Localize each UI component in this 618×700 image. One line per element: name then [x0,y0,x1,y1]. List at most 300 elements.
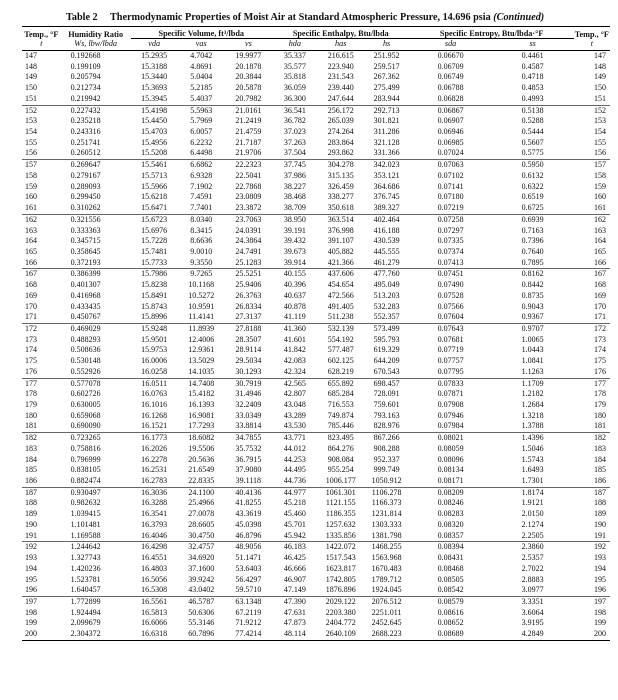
hda-cell: 43.530 [272,421,318,432]
vda-cell: 16.2783 [131,476,178,487]
table-row [22,575,610,586]
humidity-ratio-cell: 1.924494 [70,607,101,617]
hs-cell: 416.188 [373,225,400,235]
temp-right-cell: 178 [594,389,606,399]
hda-cell: 47.390 [283,596,306,606]
continued-label: (Continued) [493,12,545,23]
table-row [22,269,610,280]
hs-cell: 2688.223 [364,629,410,640]
hda-header: hda [272,39,318,51]
sda-cell: 0.07946 [437,410,464,420]
temp-right-cell: 148 [594,61,606,71]
vas-cell: 5.4037 [178,94,225,105]
temp-cell: 188 [25,498,37,508]
hda-cell: 37.745 [283,160,306,170]
vda-cell: 15.3693 [141,83,168,93]
temp-cell: 177 [25,378,37,388]
vda-cell: 16.1521 [131,421,178,432]
humidity-ratio-cell: 0.269647 [70,160,101,170]
hs-cell: 342.023 [373,160,400,170]
vda-cell: 15.6471 [131,203,178,214]
has-cell: 577.487 [327,345,354,355]
hda-cell: 42.324 [272,367,318,378]
sda-cell: 0.08059 [437,443,464,453]
vda-cell: 15.3945 [131,94,178,105]
table-title [66,12,606,23]
vs-cell: 56.4297 [235,574,262,584]
hda-cell: 38.468 [283,192,306,202]
humidity-ratio-cell: 0.723265 [70,433,101,443]
temp-cell: 161 [22,203,61,214]
hda-cell: 37.986 [283,170,306,180]
has-cell: 532.139 [327,323,354,333]
vas-cell: 9.7265 [190,269,213,279]
humidity-ratio-cell: 0.469029 [70,323,101,333]
vas-cell: 6.9328 [190,170,213,180]
sda-cell: 0.07604 [410,312,492,323]
vda-cell: 15.4956 [141,137,168,147]
humidity-ratio-cell: 0.235218 [70,116,101,126]
has-cell: 602.125 [327,356,354,366]
vs-cell: 27.3137 [225,312,272,323]
sda-cell: 0.07757 [437,356,464,366]
temp-cell: 181 [22,421,61,432]
temp-cell: 183 [25,443,37,453]
vda-cell: 16.0763 [141,389,168,399]
hs-cell: 1563.968 [371,553,402,563]
sda-cell: 0.08431 [437,553,464,563]
hda-cell: 47.149 [272,585,318,596]
humidity-ratio-cell: 1.420236 [70,563,101,573]
humidity-ratio-cell: 0.577078 [70,378,101,388]
humidity-ratio-cell: 0.552926 [61,367,131,378]
temp-cell: 194 [25,563,37,573]
ss-cell: 0.5607 [521,137,544,147]
hs-cell: 376.745 [373,192,400,202]
sda-cell: 0.07413 [410,258,492,269]
temp-right-cell: 195 [594,574,606,584]
temp-cell: 190 [25,519,37,529]
ss-cell: 0.6725 [492,203,574,214]
sda-cell: 0.06749 [437,72,464,82]
vs-cell: 21.9706 [225,148,272,159]
vs-cell: 33.8814 [225,421,272,432]
humidity-ratio-cell: 0.227432 [70,105,101,115]
has-cell: 1876.896 [318,585,364,596]
humidity-ratio-cell: 2.099679 [70,618,101,628]
hs-cell: 445.555 [373,246,400,256]
sda-cell: 0.08505 [437,574,464,584]
temp-cell: 159 [25,181,37,191]
humidity-symbol: Ws, lbw/lbda [61,39,131,51]
humidity-ratio-cell: 0.838105 [70,465,101,475]
vas-cell: 6.2232 [190,137,213,147]
hda-cell: 38.950 [283,214,306,224]
ss-cell: 0.8735 [521,290,544,300]
sda-cell: 0.07908 [437,400,464,409]
has-cell: 785.446 [318,421,364,432]
humidity-ratio-cell: 1.640457 [61,585,131,596]
hda-cell: 38.227 [283,181,306,191]
temp-right-cell: 174 [594,345,606,355]
ss-cell: 0.5775 [492,148,574,159]
vs-cell: 28.3507 [235,334,262,344]
temp-right-symbol: t [574,39,610,51]
hs-cell: 573.499 [373,323,400,333]
temp-right-cell: 177 [594,378,606,388]
table-row [22,83,610,94]
humidity-ratio-cell: 1.039415 [70,509,101,519]
vas-cell: 10.1168 [188,280,215,290]
hda-cell: 39.432 [283,236,306,246]
vs-cell: 20.7982 [225,94,272,105]
vda-cell: 16.4551 [141,553,168,563]
vas-cell: 12.9361 [188,345,215,355]
sda-cell: 0.06946 [437,127,464,137]
hs-header: hs [364,39,410,51]
temp-cell: 163 [25,225,37,235]
vas-cell: 5.2185 [190,83,213,93]
hs-cell: 275.499 [373,83,400,93]
table-row [22,291,610,302]
vs-cell: 26.8334 [235,301,262,311]
ss-cell: 3.9195 [521,618,544,628]
hda-cell: 46.425 [283,553,306,563]
ss-cell: 0.5950 [521,160,544,170]
temp-right-cell: 191 [574,531,610,542]
ss-cell: 1.5743 [521,454,544,464]
ss-cell: 0.5288 [521,116,544,126]
ss-cell: 2.5357 [521,553,544,563]
vs-cell: 29.5034 [235,356,262,366]
vas-cell: 7.4591 [190,192,213,202]
vs-cell: 22.2323 [235,160,262,170]
vda-cell: 15.7986 [141,269,168,279]
table-row [22,226,610,237]
table-row [22,236,610,247]
humidity-ratio-cell: 0.321556 [70,214,101,224]
temp-cell: 173 [25,334,37,344]
table-row [22,400,610,411]
ss-cell: 1.3218 [521,410,544,420]
ss-cell: 1.2684 [521,400,544,409]
table-row [22,378,610,389]
temp-right-cell: 147 [594,51,606,60]
vas-cell: 39.9242 [188,574,215,584]
temp-left-header: Temp., °F [22,27,61,39]
ss-cell: 2.0150 [521,509,544,519]
table-row [22,455,610,466]
temp-right-cell: 155 [594,137,606,147]
sda-cell: 0.07795 [410,367,492,378]
ss-cell: 0.6322 [521,181,544,191]
has-cell: 223.940 [327,61,354,71]
hda-cell: 37.263 [283,137,306,147]
ss-cell: 0.4718 [521,72,544,82]
humidity-ratio-cell: 0.450767 [61,312,131,323]
vda-cell: 16.3793 [141,519,168,529]
hda-cell: 43.771 [283,433,306,443]
humidity-ratio-cell: 0.212734 [70,83,101,93]
vas-cell: 12.4006 [188,334,215,344]
humidity-ratio-cell: 1.101481 [70,519,101,529]
vas-cell: 43.0402 [178,585,225,596]
hs-cell: 999.749 [373,465,400,475]
has-cell: 363.514 [327,214,354,224]
vs-cell: 23.7063 [235,214,262,224]
hs-cell: 1381.798 [364,531,410,542]
specific-entropy-header: Specific Entropy, Btu/lbda·°F [410,27,574,39]
vda-cell: 15.9501 [141,334,168,344]
vda-cell: 15.6723 [141,214,168,224]
humidity-ratio-cell: 0.508636 [70,345,101,355]
vda-cell: 16.0511 [141,378,168,388]
vda-cell: 16.1773 [141,433,168,443]
has-cell: 1517.543 [325,553,356,563]
humidity-ratio-cell: 0.433435 [70,301,101,311]
hda-cell: 45.218 [283,498,306,508]
ss-cell: 2.3860 [521,542,544,552]
sda-cell: 0.08320 [437,519,464,529]
vs-cell: 59.5710 [225,585,272,596]
hda-cell: 46.907 [283,574,306,584]
table-row [22,203,610,214]
hs-cell: 430.539 [373,236,400,246]
vda-cell: 16.4803 [141,563,168,573]
has-cell: 239.440 [327,83,354,93]
sda-cell: 0.08096 [437,454,464,464]
has-cell: 511.238 [318,312,364,323]
vda-cell: 16.4298 [141,542,168,552]
hda-cell: 47.631 [283,607,306,617]
table-row [22,323,610,334]
vs-cell: 25.9406 [235,280,262,290]
humidity-ratio-cell: 2.304372 [61,629,131,640]
vs-cell: 46.8796 [225,531,272,542]
table-row [22,608,610,619]
has-cell: 231.543 [327,72,354,82]
hs-cell: 1789.712 [371,574,402,584]
temp-right-cell: 157 [594,160,606,170]
hda-cell: 45.701 [283,519,306,529]
hs-cell: 267.362 [373,72,400,82]
vas-cell: 37.1600 [188,563,215,573]
temp-cell: 153 [25,116,37,126]
vs-cell: 32.2409 [235,400,262,409]
has-cell: 823.495 [327,433,354,443]
hs-cell: 532.283 [373,301,400,311]
vda-cell: 15.5713 [141,170,168,180]
vas-cell: 10.5272 [188,290,215,300]
temp-right-cell: 199 [594,618,606,628]
sda-cell: 0.07490 [437,280,464,290]
hs-cell: 364.686 [373,181,400,191]
temp-cell: 172 [25,323,37,333]
humidity-ratio-cell: 0.659068 [70,410,101,420]
has-cell: 685.284 [327,389,354,399]
temp-cell: 155 [25,137,37,147]
humidity-ratio-cell: 0.310262 [61,203,131,214]
vda-cell: 15.6976 [141,225,168,235]
table-row [22,564,610,575]
temp-cell: 192 [25,542,37,552]
table-title-text: Thermodynamic Properties of Moist Air at Standard Atmospheric Pressure, 14.696 psia [110,12,491,23]
humidity-ratio-cell: 0.260512 [61,148,131,159]
table-row [22,444,610,455]
humidity-ratio-cell: 0.289093 [70,181,101,191]
temp-cell: 160 [25,192,37,202]
hs-cell: 728.091 [373,389,400,399]
hda-cell: 38.709 [272,203,318,214]
vs-cell: 20.1878 [235,61,262,71]
table-row [22,520,610,531]
table-row [22,411,610,422]
temp-right-cell: 171 [574,312,610,323]
temp-right-cell: 196 [574,585,610,596]
temp-cell: 198 [25,607,37,617]
sda-cell: 0.07719 [437,345,464,355]
sda-cell: 0.07141 [437,181,464,191]
hs-cell: 402.464 [373,214,400,224]
ss-cell: 1.2182 [521,389,544,399]
humidity-ratio-cell: 0.192668 [70,51,101,60]
temp-right-cell: 188 [594,498,606,508]
temp-right-cell: 180 [594,410,606,420]
has-cell: 2203.380 [325,607,356,617]
temp-right-cell: 175 [594,356,606,366]
hda-cell: 44.012 [283,443,306,453]
humidity-ratio-cell: 0.299450 [70,192,101,202]
humidity-ratio-cell: 0.930497 [70,487,101,497]
has-cell: 1257.632 [325,519,356,529]
humidity-ratio-cell: 1.523781 [70,574,101,584]
sda-cell: 0.07984 [410,421,492,432]
vas-cell: 30.4750 [178,531,225,542]
table-row [22,433,610,444]
vs-cell: 24.7491 [235,246,262,256]
hs-cell: 477.760 [373,269,400,279]
sda-cell: 0.07335 [437,236,464,246]
vs-cell: 71.9212 [235,618,262,628]
ss-cell: 0.7640 [521,246,544,256]
temp-cell: 167 [25,269,37,279]
has-cell: 1186.355 [325,509,356,519]
hs-cell: 552.357 [364,312,410,323]
temp-right-cell: 181 [574,421,610,432]
vas-cell: 19.5506 [188,443,215,453]
vs-cell: 39.1118 [225,476,272,487]
vs-cell: 21.4759 [235,127,262,137]
table-row [22,531,610,542]
sda-cell: 0.07297 [437,225,464,235]
vas-cell: 25.4966 [188,498,215,508]
hs-cell: 1468.255 [371,542,402,552]
ss-cell: 0.6519 [521,192,544,202]
sda-cell: 0.06907 [437,116,464,126]
vs-cell: 37.9080 [235,465,262,475]
vda-cell: 16.5056 [141,574,168,584]
temp-cell: 158 [25,170,37,180]
vs-cell: 21.7187 [235,137,262,147]
hs-cell: 1303.333 [371,519,402,529]
table-row [22,487,610,498]
vas-cell: 4.8691 [190,61,213,71]
temp-right-cell: 149 [594,72,606,82]
has-cell: 391.107 [327,236,354,246]
temp-cell: 148 [25,61,37,71]
table-row [22,335,610,346]
temp-right-cell: 186 [574,476,610,487]
vda-cell: 15.7228 [141,236,168,246]
temp-right-cell: 151 [574,94,610,105]
sda-cell: 0.07681 [437,334,464,344]
vs-cell: 30.1293 [225,367,272,378]
temp-cell: 149 [25,72,37,82]
ss-header: ss [492,39,574,51]
vda-cell: 15.2935 [141,51,168,60]
ss-cell: 1.3788 [492,421,574,432]
hda-cell: 40.878 [283,301,306,311]
vas-cell: 18.6082 [188,433,215,443]
vs-cell: 41.8255 [235,498,262,508]
temp-cell: 165 [25,246,37,256]
temp-cell: 182 [25,433,37,443]
table-row [22,192,610,203]
hs-cell: 1050.912 [364,476,410,487]
has-cell: 256.172 [327,105,354,115]
humidity-ratio-cell: 0.199109 [70,61,101,71]
hda-cell: 44.977 [283,487,306,497]
has-cell: 1121.155 [325,498,356,508]
ss-cell: 2.7022 [521,563,544,573]
has-cell: 955.254 [327,465,354,475]
hs-cell: 495.049 [373,280,400,290]
vas-cell: 16.1393 [188,400,215,409]
ss-cell: 1.7301 [492,476,574,487]
has-cell: 421.366 [318,258,364,269]
humidity-ratio-cell: 0.372193 [61,258,131,269]
hda-cell: 39.191 [283,225,306,235]
table-row [22,116,610,127]
humidity-ratio-cell: 0.243316 [70,127,101,137]
hda-cell: 43.289 [283,410,306,420]
hs-cell: 759.601 [373,400,400,409]
temp-right-cell: 172 [594,323,606,333]
sda-header: sda [410,39,492,51]
sda-cell: 0.07258 [437,214,464,224]
table-row [22,356,610,367]
sda-cell: 0.08283 [437,509,464,519]
vda-cell: 16.5813 [141,607,168,617]
vs-cell: 21.0161 [235,105,262,115]
vs-cell: 48.9056 [235,542,262,552]
sda-cell: 0.07102 [437,170,464,180]
ss-cell: 0.5138 [521,105,544,115]
ss-cell: 1.0443 [521,345,544,355]
has-cell: 2029.122 [325,596,356,606]
temp-right-cell: 170 [594,301,606,311]
vas-cell: 9.3550 [178,258,225,269]
hda-cell: 40.637 [283,290,306,300]
humidity-ratio-cell: 0.345715 [70,236,101,246]
ss-cell: 2.1274 [521,519,544,529]
has-cell: 1623.817 [325,563,356,573]
humidity-ratio-cell: 1.772899 [70,596,101,606]
vas-cell: 10.9591 [188,301,215,311]
sda-cell: 0.08652 [437,618,464,628]
ss-cell: 0.6132 [521,170,544,180]
vs-cell: 77.4214 [225,629,272,640]
